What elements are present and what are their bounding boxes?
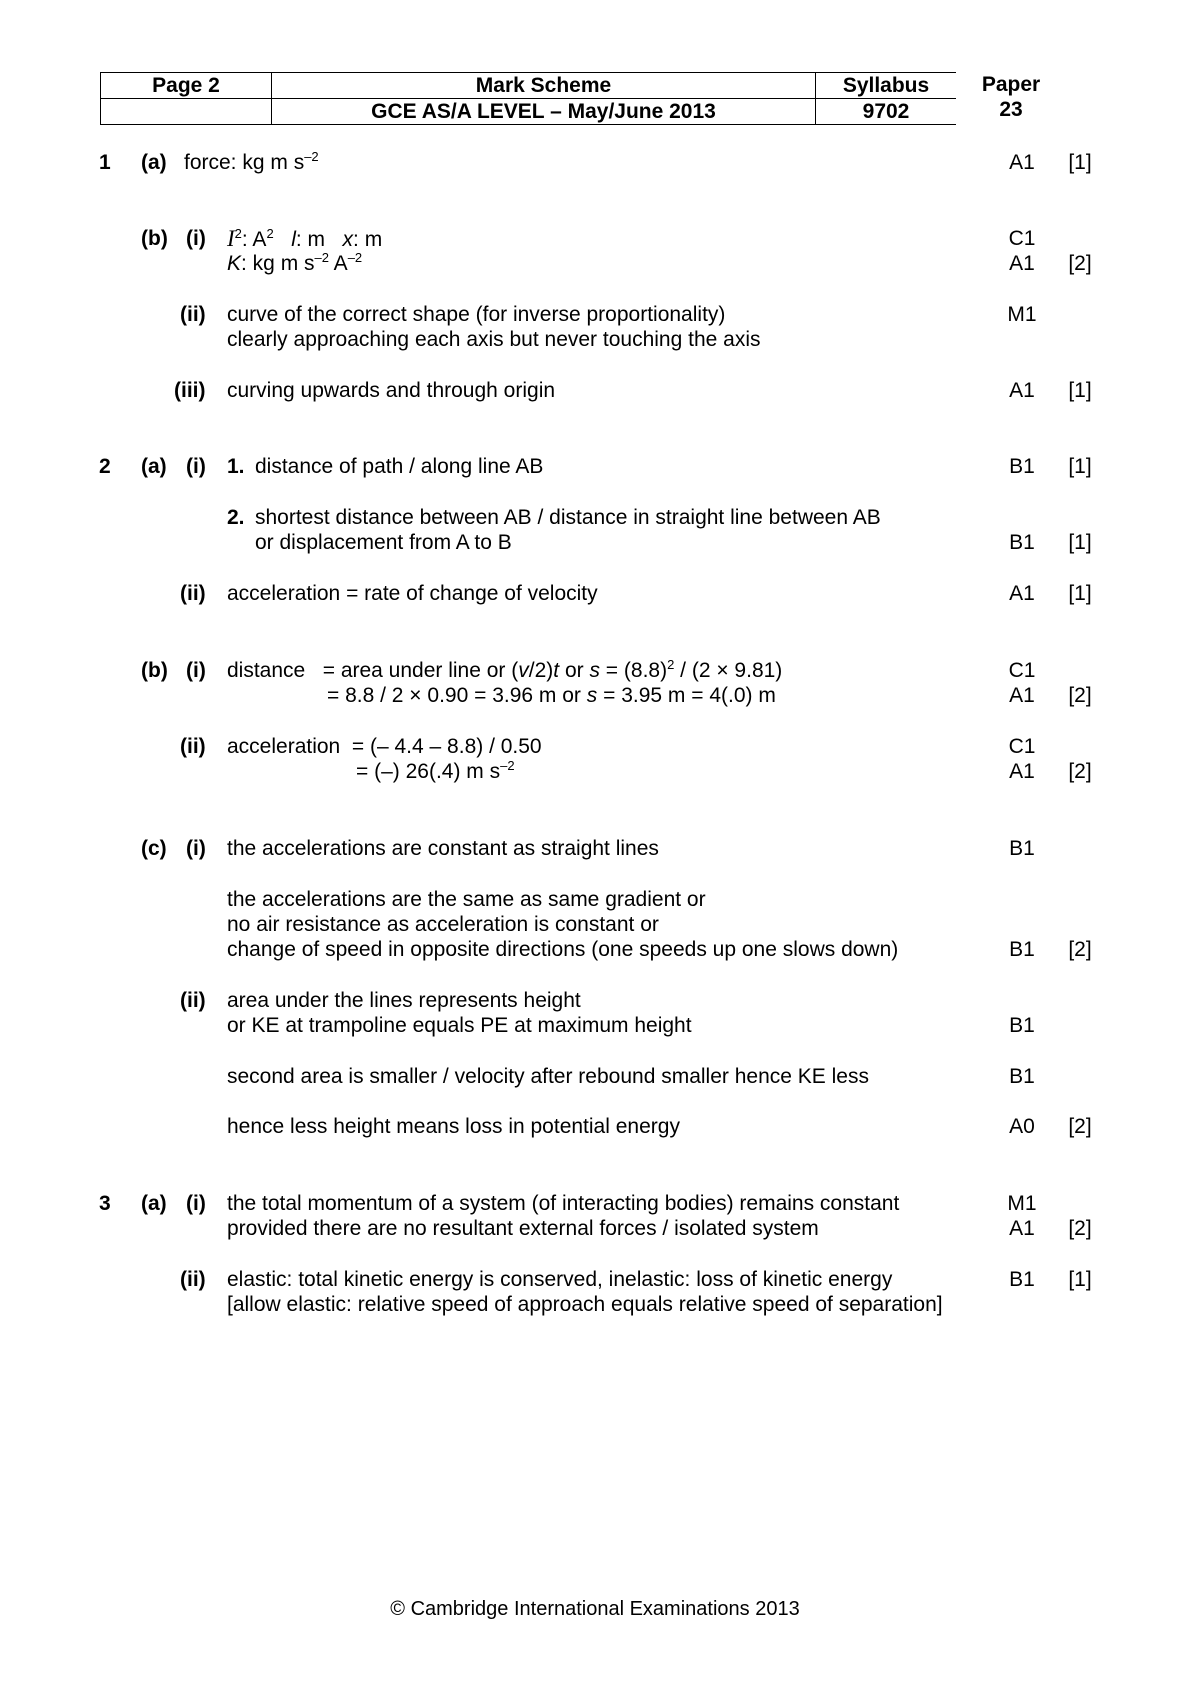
subpart-label: (ii) bbox=[180, 582, 206, 605]
mark-total: [1] bbox=[1068, 582, 1092, 605]
answer-text: provided there are no resultant external forces / isolated system bbox=[227, 1217, 819, 1240]
answer-text: elastic: total kinetic energy is conserved, inelastic: loss of kinetic energy bbox=[227, 1268, 893, 1291]
mark-total: [2] bbox=[1068, 760, 1092, 783]
answer-text: distance of path / along line AB bbox=[255, 455, 544, 478]
mark: A1 bbox=[1009, 252, 1035, 275]
mark-total: [2] bbox=[1068, 684, 1092, 707]
question-number: 3 bbox=[99, 1192, 111, 1215]
mark: A1 bbox=[1009, 582, 1035, 605]
answer-text: shortest distance between AB / distance in straight line between AB bbox=[255, 506, 881, 529]
header-paper bbox=[958, 72, 1064, 122]
answer-text: or KE at trampoline equals PE at maximum height bbox=[227, 1014, 692, 1037]
answer-text: force: kg m $s^{-2}$ bbox=[184, 149, 319, 174]
answer-text: = 8.8 / 2 × 0.90 = 3.96 m or s = 3.95 m = 4(.0) m bbox=[327, 684, 776, 707]
answer-text: clearly approaching each axis but never touching the axis bbox=[227, 328, 761, 351]
mark-total: [2] bbox=[1068, 938, 1092, 961]
mark: B1 bbox=[1009, 938, 1035, 961]
mark: M1 bbox=[1007, 303, 1037, 326]
answer-text: hence less height means loss in potential energy bbox=[227, 1115, 680, 1138]
mark-total: [1] bbox=[1068, 379, 1092, 402]
mark: A1 bbox=[1009, 151, 1035, 174]
header-page: Page 2 bbox=[101, 73, 272, 99]
answer-text: the accelerations are constant as straight lines bbox=[227, 837, 659, 860]
mark: C1 bbox=[1008, 659, 1036, 682]
answer-text: acceleration = (– 4.4 – 8.8) / 0.50 bbox=[227, 735, 542, 758]
subpart-label: (i) bbox=[186, 837, 206, 860]
footer-copyright: © Cambridge International Examinations 2013 bbox=[390, 1598, 800, 1620]
mark-total: [1] bbox=[1068, 455, 1092, 478]
mark-total: [1] bbox=[1068, 531, 1092, 554]
mark: C1 bbox=[1008, 735, 1036, 758]
subpart-label: (i) bbox=[186, 455, 206, 478]
question-number: 2 bbox=[99, 455, 111, 478]
answer-text: change of speed in opposite directions (one speeds up one slows down) bbox=[227, 938, 899, 961]
answer-text: the total momentum of a system (of interacting bodies) remains constant bbox=[227, 1192, 900, 1215]
header-table bbox=[100, 72, 956, 125]
subpart-label: (ii) bbox=[180, 989, 206, 1012]
answer-text: no air resistance as acceleration is constant or bbox=[227, 913, 659, 936]
part-label: (a) bbox=[141, 1192, 167, 1215]
answer-text: or displacement from A to B bbox=[255, 531, 512, 554]
mark-total: [2] bbox=[1068, 252, 1092, 275]
part-label: (c) bbox=[141, 837, 167, 860]
mark: A1 bbox=[1009, 760, 1035, 783]
answer-text: area under the lines represents height bbox=[227, 989, 581, 1012]
mark: B1 bbox=[1009, 1014, 1035, 1037]
answer-text: second area is smaller / velocity after rebound smaller hence KE less bbox=[227, 1065, 869, 1088]
mark: B1 bbox=[1009, 1268, 1035, 1291]
answer-text: = (–) 26(.4) m $s^{-2}$ bbox=[356, 758, 515, 783]
part-label: (a) bbox=[141, 151, 167, 174]
subpart-label: (ii) bbox=[180, 303, 206, 326]
answer-text: acceleration = rate of change of velocity bbox=[227, 582, 598, 605]
mark: A1 bbox=[1009, 379, 1035, 402]
part-label: (a) bbox=[141, 455, 167, 478]
answer-text: $I^2$: $A^2$ l: m x: m bbox=[227, 226, 383, 251]
part-label: (b) bbox=[141, 659, 168, 682]
mark: B1 bbox=[1009, 455, 1035, 478]
answer-text: curve of the correct shape (for inverse proportionality) bbox=[227, 303, 726, 326]
answer-text: distance = area under line or (v/2)t or $s = (8.8)^2 / (2 \times 9.81)$ bbox=[227, 657, 783, 682]
mark: A1 bbox=[1009, 1217, 1035, 1240]
mark-total: [1] bbox=[1068, 151, 1092, 174]
header-empty-cell bbox=[101, 99, 272, 125]
header-title: Mark Scheme bbox=[272, 73, 816, 99]
mark-total: [2] bbox=[1068, 1115, 1092, 1138]
subpart-label: (ii) bbox=[180, 735, 206, 758]
answer-text: curving upwards and through origin bbox=[227, 379, 556, 402]
header-subtitle: GCE AS/A LEVEL – May/June 2013 bbox=[272, 99, 816, 125]
mark: M1 bbox=[1007, 1192, 1037, 1215]
header-paper-value: 23 bbox=[999, 98, 1023, 121]
mark-total: [2] bbox=[1068, 1217, 1092, 1240]
subpart-label: (ii) bbox=[180, 1268, 206, 1291]
mark: B1 bbox=[1009, 531, 1035, 554]
header-syllabus-value: 9702 bbox=[816, 99, 957, 125]
answer-text: [allow elastic: relative speed of approach equals relative speed of separation] bbox=[227, 1293, 943, 1316]
question-number: 1 bbox=[99, 151, 111, 174]
subpart-label: (i) bbox=[186, 659, 206, 682]
subpart-label: (iii) bbox=[174, 379, 206, 402]
subpart-label: (i) bbox=[186, 227, 206, 250]
header-syllabus-label: Syllabus bbox=[816, 73, 957, 99]
subpart-label: (i) bbox=[186, 1192, 206, 1215]
mark-total: [1] bbox=[1068, 1268, 1092, 1291]
mark: B1 bbox=[1009, 837, 1035, 860]
answer-text: K: kg m $s^{-2}$ $A^{-2}$ bbox=[227, 250, 363, 275]
answer-text: the accelerations are the same as same gradient or bbox=[227, 888, 706, 911]
part-label: (b) bbox=[141, 227, 168, 250]
point-number: 1. bbox=[227, 455, 245, 478]
mark: B1 bbox=[1009, 1065, 1035, 1088]
mark: A0 bbox=[1009, 1115, 1035, 1138]
mark: C1 bbox=[1008, 227, 1036, 250]
mark: A1 bbox=[1009, 684, 1035, 707]
point-number: 2. bbox=[227, 506, 245, 529]
header-paper-label: Paper bbox=[981, 73, 1041, 96]
